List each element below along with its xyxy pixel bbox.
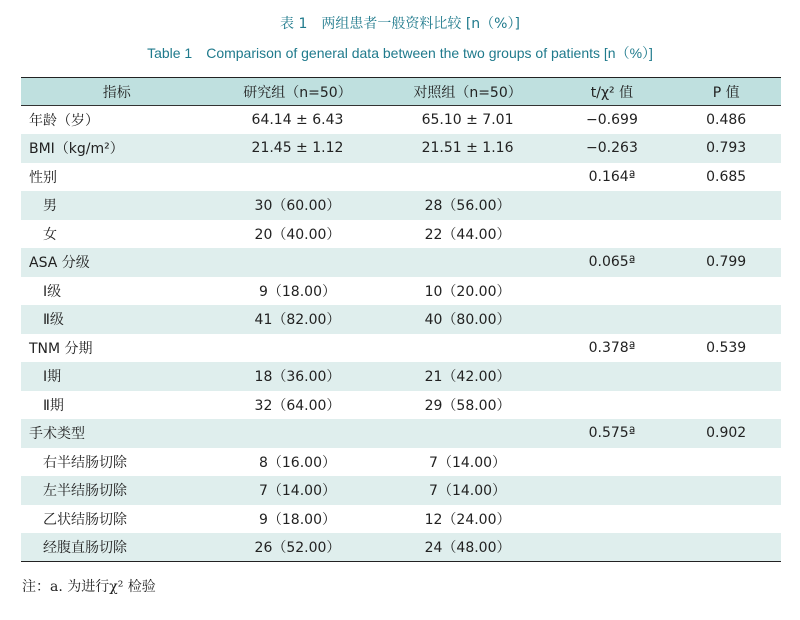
row-label: 乙状结肠切除	[43, 511, 127, 528]
row-label: 女	[43, 226, 57, 243]
table-row	[21, 476, 781, 505]
test-statistic-value	[553, 476, 672, 505]
control-group-value	[383, 248, 553, 277]
study-group-value	[212, 334, 382, 363]
row-label: ASA 分级	[29, 255, 90, 272]
footnote: 注：a. 为进行χ² 检验	[22, 579, 156, 595]
header-study-group: 研究组（n=50）	[212, 78, 382, 106]
test-statistic-value	[553, 277, 672, 306]
control-group-value: 29（58.00）	[424, 397, 511, 414]
test-statistic-value	[553, 533, 672, 562]
test-statistic-value	[553, 505, 672, 534]
study-group-value: 18（36.00）	[254, 369, 341, 386]
row-label: Ⅰ期	[43, 369, 62, 386]
row-label: 手术类型	[29, 426, 85, 443]
test-statistic-value	[553, 191, 672, 220]
control-group-value	[383, 334, 553, 363]
p-value	[671, 391, 781, 420]
test-statistic-value	[553, 220, 672, 249]
table-row	[21, 391, 781, 420]
control-group-value: 28（56.00）	[424, 198, 511, 215]
test-statistic-value: 0.164ª	[588, 168, 636, 185]
control-group-value: 21.51 ± 1.16	[421, 140, 514, 157]
p-value: 0.486	[706, 112, 747, 128]
control-group-value: 10（20.00）	[424, 283, 511, 300]
table-row	[21, 277, 781, 306]
table-row	[21, 505, 781, 534]
row-label: Ⅰ级	[43, 283, 62, 300]
row-label: Ⅱ期	[43, 397, 64, 414]
p-value	[671, 505, 781, 534]
study-group-value: 32（64.00）	[254, 397, 341, 414]
table-row	[21, 248, 781, 277]
row-label: Ⅱ级	[43, 312, 64, 329]
row-label: 男	[43, 198, 57, 215]
row-label: 右半结肠切除	[43, 454, 127, 471]
control-group-value: 65.10 ± 7.01	[421, 112, 514, 128]
study-group-value: 9（18.00）	[258, 511, 336, 528]
header-control-group: 对照组（n=50）	[383, 78, 553, 106]
test-statistic-value: 0.065ª	[588, 254, 636, 271]
test-statistic-value: −0.699	[586, 112, 638, 128]
row-label: BMI（kg/m²）	[29, 141, 124, 158]
p-value: 0.902	[706, 425, 747, 442]
control-group-value	[383, 163, 553, 192]
control-group-value: 7（14.00）	[429, 483, 507, 500]
p-value: 0.799	[706, 254, 747, 271]
study-group-value	[212, 163, 382, 192]
study-group-value: 7（14.00）	[258, 483, 336, 500]
study-group-value	[212, 248, 382, 277]
table-row	[21, 334, 781, 363]
test-statistic-value	[553, 448, 672, 477]
p-value	[671, 191, 781, 220]
row-label: 左半结肠切除	[43, 483, 127, 500]
table-row	[21, 191, 781, 220]
header-indicator: 指标	[21, 78, 212, 106]
test-statistic-value: −0.263	[586, 140, 638, 157]
study-group-value: 41（82.00）	[254, 312, 341, 329]
test-statistic-value: 0.378ª	[588, 339, 636, 356]
p-value	[671, 476, 781, 505]
p-value	[671, 533, 781, 562]
table-title-cn: 表 1 两组患者一般资料比较 [n（%）]	[280, 16, 520, 32]
p-value	[671, 220, 781, 249]
table-row	[21, 106, 781, 135]
control-group-value: 24（48.00）	[383, 533, 553, 562]
p-value	[671, 362, 781, 391]
table-row	[21, 419, 781, 448]
row-label: 经腹直肠切除	[21, 533, 212, 562]
p-value: 0.539	[706, 339, 747, 356]
header-row	[21, 78, 781, 106]
row-label: 性别	[29, 169, 57, 186]
p-value	[671, 305, 781, 334]
control-group-value: 21（42.00）	[424, 369, 511, 386]
study-group-value: 9（18.00）	[258, 283, 336, 300]
control-group-value: 22（44.00）	[424, 226, 511, 243]
control-group-value	[383, 419, 553, 448]
control-group-value: 7（14.00）	[429, 454, 507, 471]
row-label: 年龄（岁）	[29, 113, 99, 129]
data-table	[21, 77, 781, 562]
control-group-value: 40（80.00）	[424, 312, 511, 329]
study-group-value: 20（40.00）	[254, 226, 341, 243]
test-statistic-value: 0.575ª	[588, 425, 636, 442]
table-row	[21, 362, 781, 391]
table-row	[21, 163, 781, 192]
study-group-value: 21.45 ± 1.12	[251, 140, 344, 157]
test-statistic-value	[553, 305, 672, 334]
study-group-value: 30（60.00）	[254, 198, 341, 215]
control-group-value: 12（24.00）	[424, 511, 511, 528]
test-statistic-value	[553, 391, 672, 420]
table-row	[21, 448, 781, 477]
p-value: 0.793	[706, 140, 747, 157]
p-value	[671, 277, 781, 306]
table-row	[21, 220, 781, 249]
p-value: 0.685	[706, 168, 747, 185]
header-test-statistic: t/χ² 值	[553, 78, 672, 106]
p-value	[671, 448, 781, 477]
table-title-en: Table 1 Comparison of general data between the two groups of patients [n（%）]	[147, 45, 653, 61]
table-row	[21, 533, 781, 562]
table-body	[21, 106, 781, 562]
header-p-value: P 值	[671, 78, 781, 106]
row-label: TNM 分期	[29, 340, 93, 357]
test-statistic-value	[553, 362, 672, 391]
table-row	[21, 305, 781, 334]
table-row	[21, 134, 781, 163]
study-group-value: 26（52.00）	[212, 533, 382, 562]
study-group-value	[212, 419, 382, 448]
study-group-value: 64.14 ± 6.43	[251, 112, 344, 128]
study-group-value: 8（16.00）	[258, 454, 336, 471]
